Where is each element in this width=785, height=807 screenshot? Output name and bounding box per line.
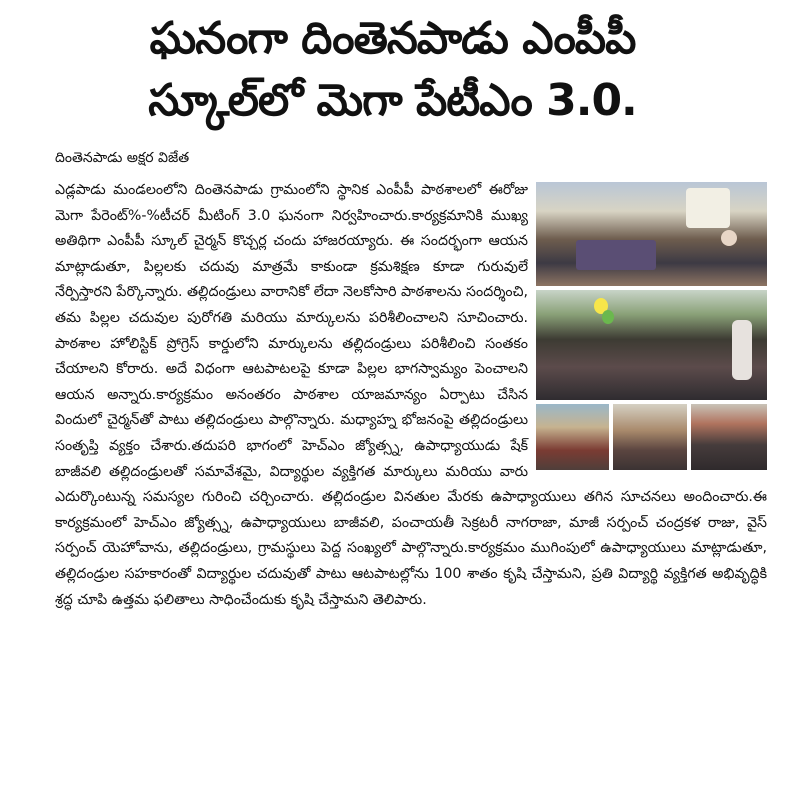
photo-parents-seated-left: [536, 404, 609, 470]
article-body-column: [55, 178, 767, 613]
photo-parents-audience: [536, 290, 767, 400]
headline-line-1: ఘనంగా దింతెనపాడు ఎంపీపీ: [149, 13, 636, 64]
photo-meeting-dais: [536, 182, 767, 286]
photo-parents-seated-right: [691, 404, 767, 470]
article-body-text: ఎడ్లపాడు మండలంలోని దింతెనపాడు గ్రామంలోని స్థానిక ఎంపీపీ పాఠశాలలో ఈరోజు మెగా పేరెంట్%-%టీచర్ మీటింగ్ 3.0 ఘనంగా నిర్వహించారు.కార్యక్రమానికి ముఖ్య అతిథిగా ఎంపీపీ స్కూల్ చైర్మన్ కొచ్చర్ల చందు హాజరయ్యారు. ఈ సందర్భంగా ఆయన మాట్లాడుతూ, పిల్లలకు చదువు మాత్రమే కాకుండా క్రమశిక్షణ కూడా గురువులే నేర్పిస్తారని పేర్కొన్నారు. తల్లిదండ్రులు వారానికో లేదా నెలకోసారి పాఠశాలను సందర్శించి, తమ పిల్లల చదువుల పురోగతి మరియు మార్కులను పరిశీలించాలని సూచించారు. పాఠశాల హోలిస్టిక్ ప్రోగ్రెస్ కార్డులోని మార్కులను తల్లిదండ్రులు పరిశీలించి సంతకం చేయాలని కోరారు. అదే విధంగా ఆటపాటలపై కూడా పిల్లల భాగస్వామ్యం పెంచాలని ఆయన అన్నారు.కార్యక్రమం అనంతరం పాఠశాల యాజమాన్యం ఏర్పాటు చేసిన విందులో చైర్మన్‌తో పాటు తల్లిదండ్రులు పాల్గొన్నారు. మధ్యాహ్న భోజనంపై తల్లిదండ్రులు సంతృప్తి వ్యక్తం చేశారు.తదుపరి భాగంలో హెచ్ఎం జ్యోత్స్న, ఉపాధ్యాయుడు షేక్ బాజీవలి తల్లిదండ్రులతో సమావేశమై, విద్యార్థుల వ్యక్తిగత మార్కులు మరియు వారు ఎదుర్కొంటున్న సమస్యల గురించి చర్చించారు. తల్లిదండ్రుల వినతుల మేరకు ఉపాధ్యాయులు తగిన సూచనలు అందించారు.ఈ కార్యక్రమంలో హెచ్ఎం జ్యోత్స్న, ఉపాధ్యాయులు బాజీవలి, పంచాయతీ సెక్రటరీ నాగరాజా, మాజీ సర్పంచ్ చంద్రకళ రాజు, వైస్ సర్పంచ్ యెహోవాను, తల్లిదండ్రులు, గ్రామస్థులు పెద్ద సంఖ్యలో పాల్గొన్నారు.కార్యక్రమం ముగింపులో ఉపాధ్యాయులు మాట్లాడుతూ, తల్లిదండ్రుల సహకారంతో విద్యార్థుల చదువుతో పాటు ఆటపాటల్లోను 100 శాతం కృషి చేస్తామని, ప్రతి విద్యార్థి వ్యక్తిగత అభివృద్ధికి శ్రద్ధ చూపి ఉత్తమ ఫలితాలు సాధించేందుకు కృషి చేస్తామని తెలిపారు.: [55, 182, 767, 608]
article-headline: [0, 8, 785, 132]
article-dateline: దింతెనపాడు అక్షర విజేత: [55, 150, 190, 166]
photo-parents-seated-middle: [613, 404, 687, 470]
headline-line-2: స్కూల్‌లో మెగా పేటీఎం 3.0.: [148, 75, 637, 126]
photo-collage: [536, 182, 767, 470]
